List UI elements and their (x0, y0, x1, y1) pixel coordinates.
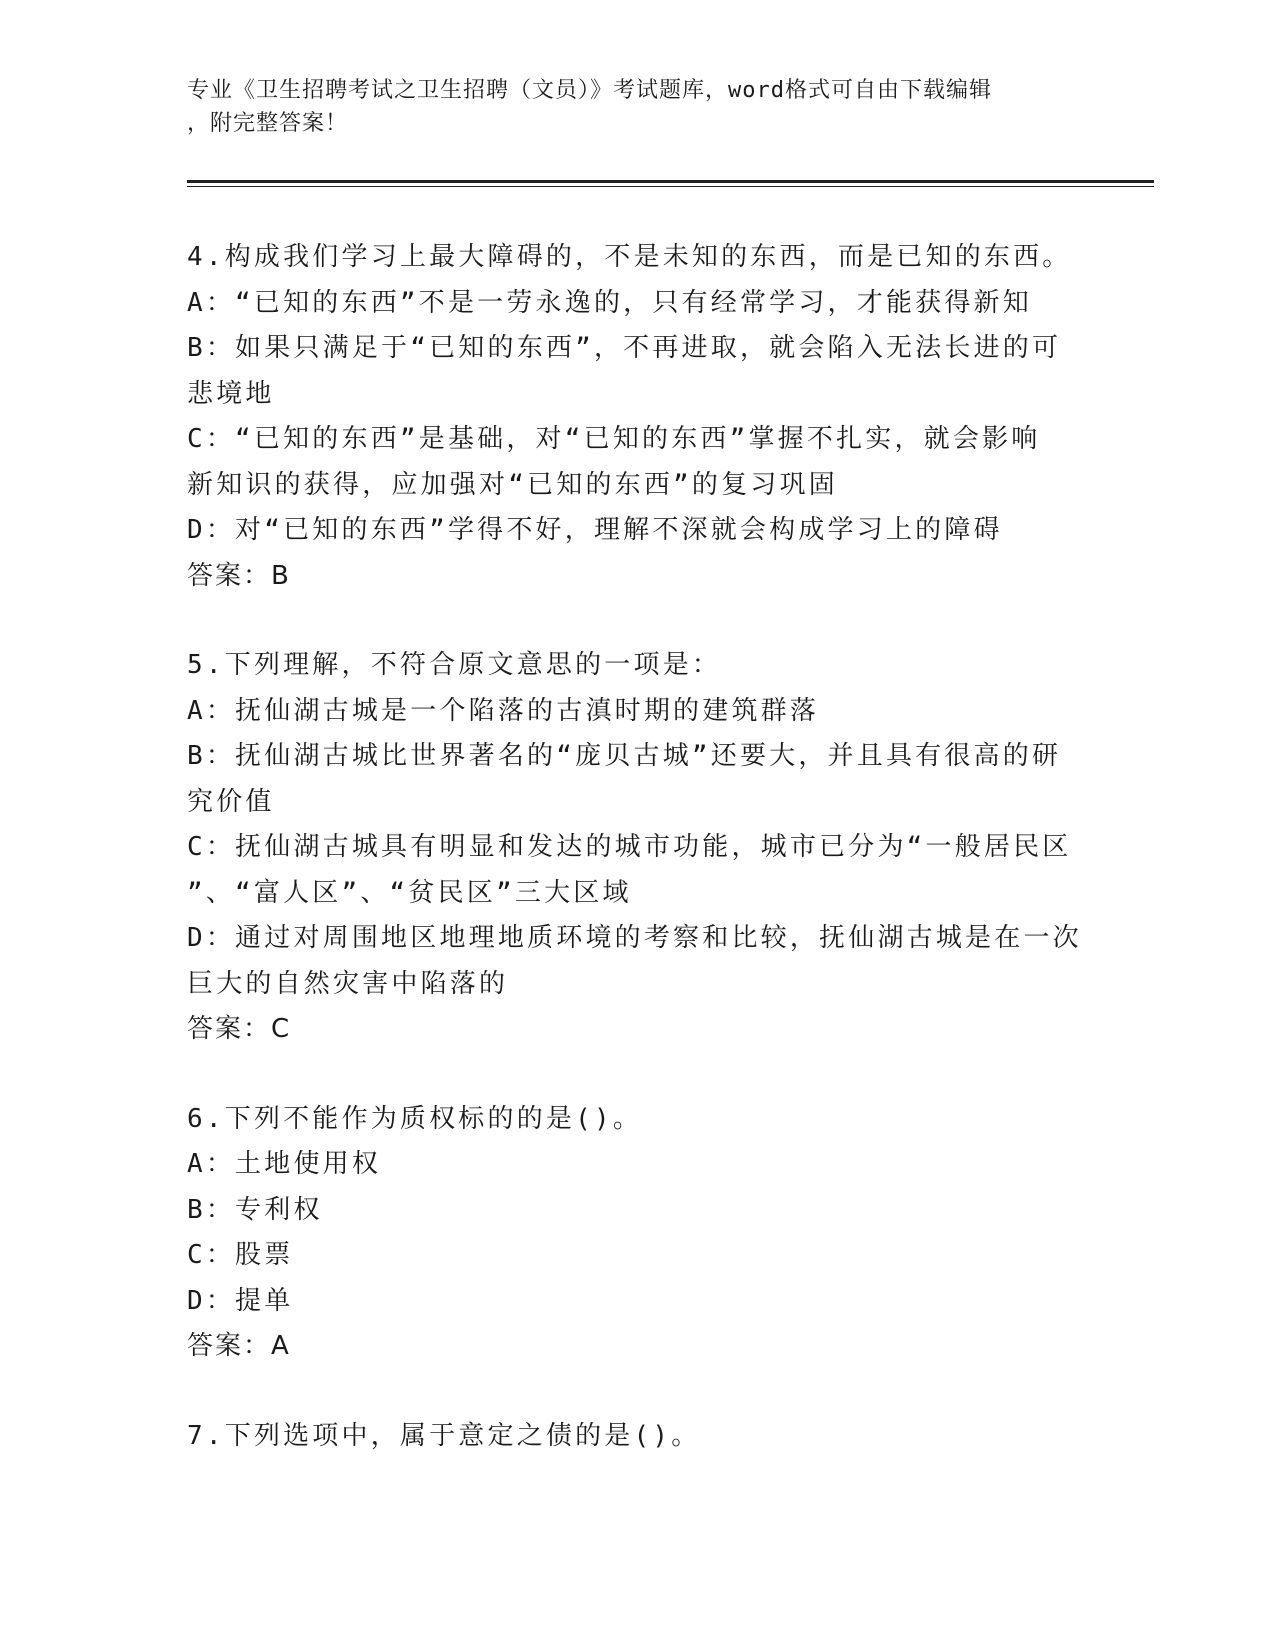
header-line-2: ，附完整答案！ (187, 111, 349, 136)
option-b-continued: 究价值 (187, 786, 275, 817)
option-d: D：通过对周围地区地理地质环境的考察和比较，抚仙湖古城是在一次 (187, 923, 1082, 953)
option-b: B：如果只满足于“已知的东西”，不再进取，就会陷入无法长进的可 (187, 333, 1062, 363)
header-line-1: 专业《卫生招聘考试之卫生招聘（文员）》考试题库，word格式可自由下载编辑 (187, 78, 992, 103)
answer-line: 答案：C (187, 1014, 292, 1044)
answer-line: 答案：B (187, 560, 291, 591)
option-c: C：股票 (187, 1240, 294, 1270)
option-b: B：抚仙湖古城比世界著名的“庞贝古城”还要大，并且具有很高的研 (187, 741, 1062, 771)
header-divider-thick (187, 180, 1154, 183)
question-6 (187, 1097, 1087, 1370)
option-c-continued: ”、“富人区”、“贫民区”三大区域 (187, 877, 632, 908)
document-header (187, 74, 1087, 140)
header-divider-thin (187, 186, 1154, 187)
question-stem: 6.下列不能作为质权标的的是()。 (187, 1103, 643, 1134)
option-d-continued: 巨大的自然灾害中陷落的 (187, 968, 509, 999)
question-stem: 5.下列理解，不符合原文意思的一项是： (187, 650, 722, 680)
question-7 (187, 1414, 1087, 1460)
option-a: A：抚仙湖古城是一个陷落的古滇时期的建筑群落 (187, 695, 820, 726)
question-list (187, 235, 1087, 1503)
answer-line: 答案：A (187, 1331, 291, 1361)
option-a: A：土地使用权 (187, 1149, 382, 1179)
option-b: B：专利权 (187, 1194, 323, 1225)
option-a: A：“已知的东西”不是一劳永逸的，只有经常学习，才能获得新知 (187, 287, 1032, 318)
question-4 (187, 235, 1087, 599)
option-c: C：抚仙湖古城具有明显和发达的城市功能，城市已分为“一般居民区 (187, 832, 1072, 862)
question-5 (187, 643, 1087, 1053)
option-b-continued: 悲境地 (187, 378, 275, 409)
option-d: D：提单 (187, 1285, 294, 1316)
option-c: C：“已知的东西”是基础，对“已知的东西”掌握不扎实，就会影响 (187, 424, 1041, 454)
option-c-continued: 新知识的获得，应加强对“已知的东西”的复习巩固 (187, 469, 838, 500)
option-d: D：对“已知的东西”学得不好，理解不深就会构成学习上的障碍 (187, 515, 1003, 545)
question-stem: 4.构成我们学习上最大障碍的，不是未知的东西，而是已知的东西。 (187, 242, 1072, 272)
question-stem: 7.下列选项中，属于意定之债的是()。 (187, 1420, 701, 1451)
